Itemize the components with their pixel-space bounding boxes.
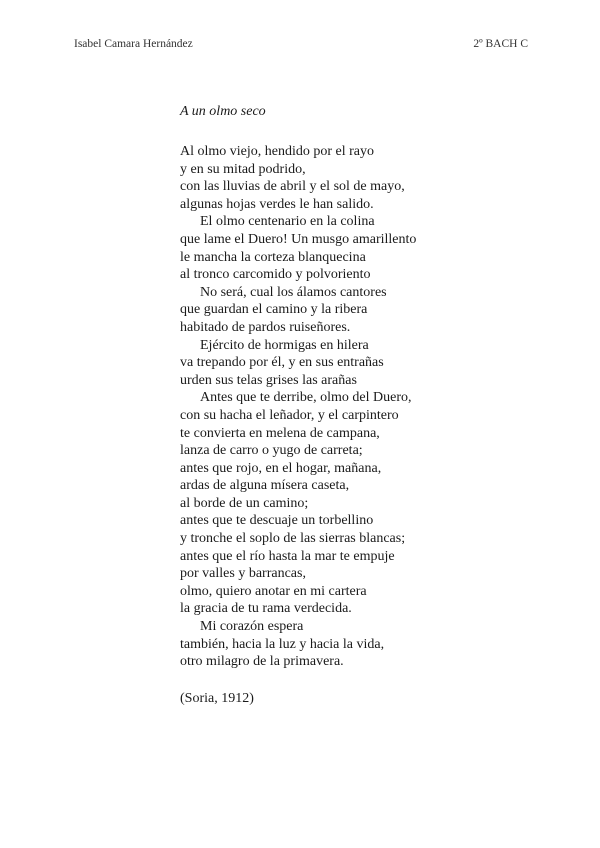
poem-line: y en su mitad podrido, — [180, 161, 306, 177]
poem-line: que lame el Duero! Un musgo amarillento — [180, 231, 417, 247]
poem-line: urden sus telas grises las arañas — [180, 372, 357, 388]
poem-line: lanza de carro o yugo de carreta; — [180, 443, 363, 459]
poem-line: Antes que te derribe, olmo del Duero, — [200, 390, 412, 406]
poem-line: Al olmo viejo, hendido por el rayo — [180, 144, 375, 159]
poem-line: El olmo centenario en la colina — [200, 214, 375, 230]
poem-line: te convierta en melena de campana, — [180, 425, 380, 441]
poem-line: al tronco carcomido y polvoriento — [180, 267, 371, 283]
poem-line: otro milagro de la primavera. — [180, 654, 344, 670]
poem-line: con las lluvias de abril y el sol de mayo, — [180, 179, 405, 195]
poem-line: le mancha la corteza blanquecina — [180, 249, 366, 265]
course-label: 2º BACH C — [473, 38, 528, 50]
poem-signature: (Soria, 1912) — [180, 690, 254, 706]
poem-line: habitado de pardos ruiseñores. — [180, 319, 351, 335]
poem-line: antes que te descuaje un torbellino — [180, 513, 374, 529]
author-name: Isabel Camara Hernández — [74, 38, 193, 50]
page-header — [74, 38, 528, 54]
poem-line: ardas de alguna mísera caseta, — [180, 478, 350, 494]
poem-line: la gracia de tu rama verdecida. — [180, 601, 352, 617]
poem-line: algunas hojas verdes le han salido. — [180, 196, 374, 212]
poem-line: Ejército de hormigas en hilera — [200, 337, 369, 353]
poem-line: antes que rojo, en el hogar, mañana, — [180, 460, 382, 476]
poem-line: y tronche el soplo de las sierras blancas; — [180, 531, 406, 547]
poem-line: también, hacia la luz y hacia la vida, — [180, 636, 385, 652]
poem-line: al borde de un camino; — [180, 495, 309, 511]
poem-title: A un olmo seco — [180, 104, 266, 119]
poem-line: antes que el río hasta la mar te empuje — [180, 548, 395, 564]
poem-line: olmo, quiero anotar en mi cartera — [180, 583, 367, 599]
poem-line: No será, cual los álamos cantores — [200, 284, 387, 300]
poem-line: con su hacha el leñador, y el carpintero — [180, 407, 399, 423]
poem-line: por valles y barrancas, — [180, 566, 306, 582]
poem-verses — [180, 143, 480, 671]
poem — [180, 103, 480, 708]
poem-line: va trepando por él, y en sus entrañas — [180, 355, 384, 371]
poem-line: que guardan el camino y la ribera — [180, 302, 368, 318]
poem-line: Mi corazón espera — [200, 619, 304, 635]
